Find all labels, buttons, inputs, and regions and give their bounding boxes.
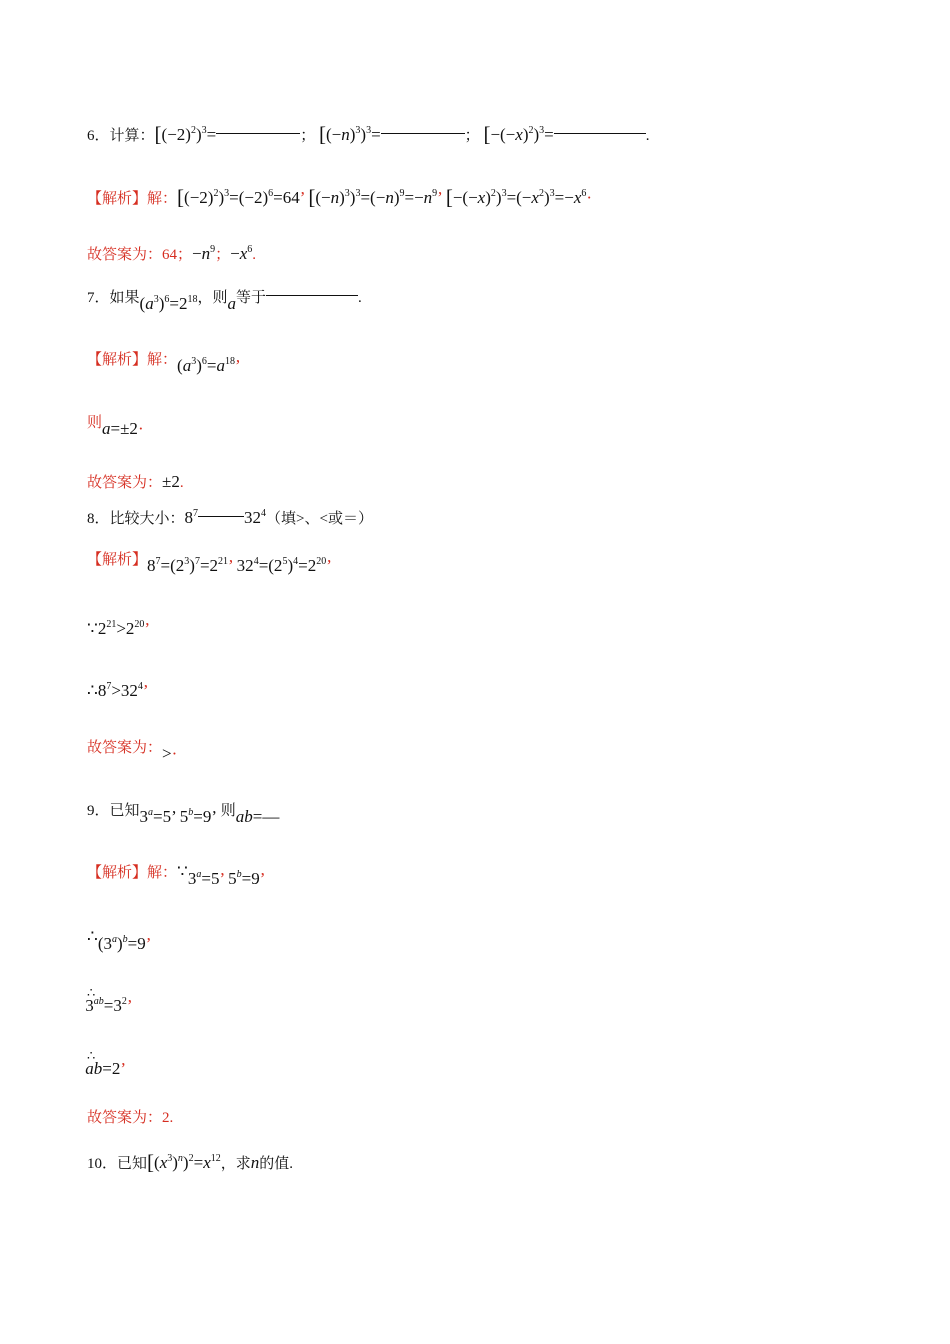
- q6-expr-1: $[(-2)^2)^3=$: [154, 122, 217, 146]
- q9-stem: 9．已知$3^a=5$’ $5^b=9$’ 则ab=—: [87, 803, 280, 826]
- q9-step1: $\therefore(3^a)^b=9$’: [87, 927, 152, 953]
- q8-analysis: 【解析】$8^7=(2^3)^7=2^{21}$’ $32^4=(2^5)^4=2^{20}$’: [87, 552, 332, 575]
- answer-blank: [381, 133, 465, 134]
- q8-answer: 故答案为：>·: [87, 740, 178, 763]
- answer-blank: [266, 295, 358, 296]
- q8-because: $\because 2^{21}>2^{20}$’: [87, 619, 151, 638]
- q6-analysis-expr: $[(-2)^2)^3=(-2)^6=64$’ $[(-n)^3)^3=(-n)^9=-n^9$’ $[-(-x)^2)^3=(-x^2)^3=-x^6\cdot$: [177, 185, 593, 209]
- q8-stem: 8．比较大小：$8^7$ $32^4$（填>、<或＝）: [87, 508, 373, 527]
- q9-analysis: 【解析】解：$\because 3^a=5$’ $5^b=9$’: [87, 862, 266, 888]
- answer-blank: [198, 516, 244, 517]
- q9-step3: ∴ab=2’: [85, 1048, 127, 1078]
- q6-analysis: 【解析】解：$[(-2)^2)^3=(-2)^6=64$’ $[(-n)^3)^3=(-n)^9=-n^9$’ $[-(-x)^2)^3=(-x^2)^3=-x^6\cdot$: [87, 185, 593, 209]
- q6-expr-2: $[(-n)^3)^3=$: [318, 122, 381, 146]
- q9-answer: 故答案为：2.: [87, 1110, 174, 1126]
- q7-stem: 7．如果$(a^3)^6=2^{18}$，则a等于 .: [87, 290, 362, 313]
- q7-answer: 故答案为：±2.: [87, 472, 184, 491]
- q9-step2: $^\therefore 3^{ab}=3^2$’: [85, 985, 133, 1015]
- q8-therefore: $\therefore 8^7>32^4$’: [87, 681, 149, 700]
- answer-blank: [554, 133, 646, 134]
- q6-answer: 故答案为：64；$-n^9$；$-x^6$.: [87, 244, 257, 263]
- q7-then: 则a=±2·: [87, 415, 144, 438]
- answer-blank: [216, 133, 300, 134]
- q6-expr-3: $[-(-x)^2)^3=$: [483, 122, 554, 146]
- q10-stem: 10．已知$[(x^3)^n)^2=x^{12}$，求n的值.: [87, 1150, 294, 1174]
- q7-analysis: 【解析】解：$(a^3)^6=a^{18}$’: [87, 352, 241, 375]
- q6-stem: 6．计算：$[(-2)^2)^3=$ ； $[(-n)^3)^3=$ ； $[-(-x)^2)^3=$ .: [87, 122, 650, 146]
